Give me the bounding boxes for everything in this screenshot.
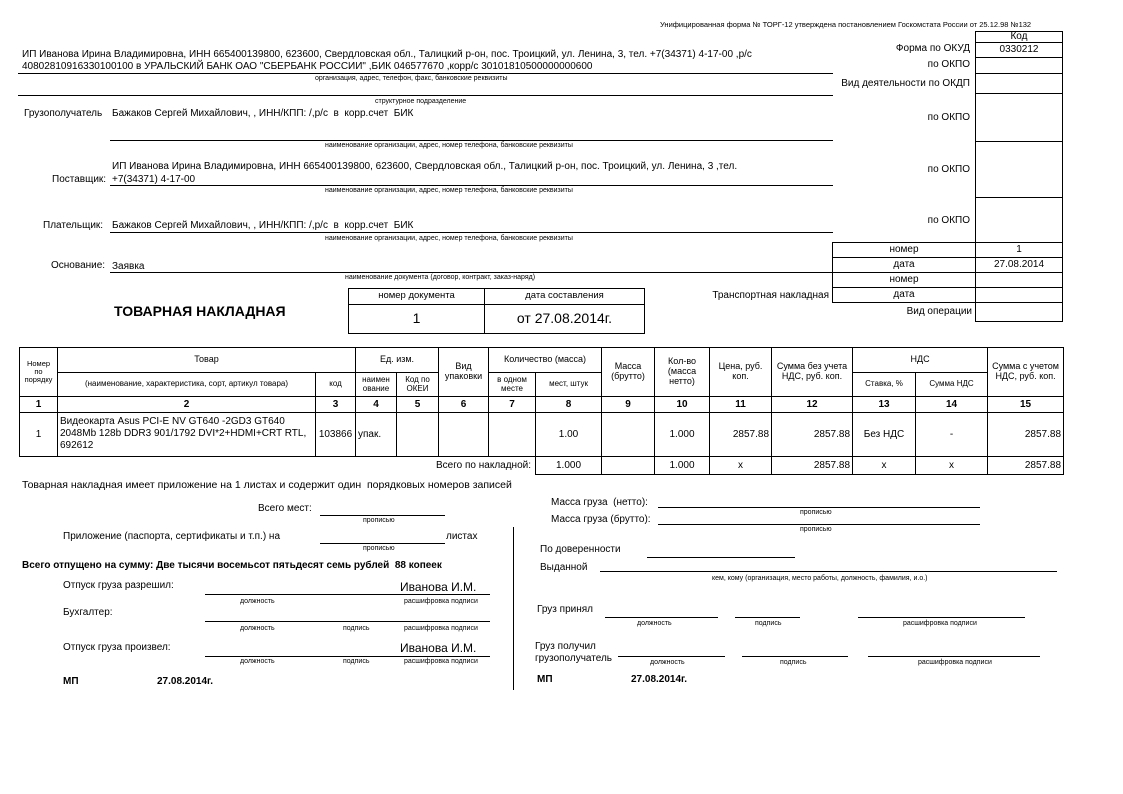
okud-label: Форма по ОКУД	[895, 43, 970, 54]
proxy-underline	[647, 557, 795, 558]
cargo-received-decoding-line	[868, 656, 1040, 657]
col-header-vat: НДС	[853, 348, 988, 373]
supplier-caption: наименование организации, адрес, номер телефона, банковские реквизиты	[325, 187, 573, 194]
row-qty-per-place	[489, 413, 536, 457]
col-header-price: Цена, руб. коп.	[710, 348, 772, 397]
total-released: Всего отпущено на сумму: Две тысячи восемьсот пятьдесят семь рублей 88 копеек	[22, 560, 442, 571]
division-underline	[18, 95, 833, 96]
col-header-vat-rate: Ставка, %	[853, 373, 916, 397]
proxy-label: По доверенности	[540, 544, 621, 555]
row-price: 2857.88	[710, 413, 772, 457]
release-allowed-name: Иванова И.М.	[400, 580, 477, 594]
gross-mass-underline	[658, 524, 980, 525]
basis-date-value: 27.08.2014	[975, 257, 1063, 273]
col-number: 7	[489, 397, 536, 413]
cargo-received-label: Груз получил	[535, 641, 596, 652]
col-header-gross: Масса (брутто)	[602, 348, 655, 397]
col-number: 10	[655, 397, 710, 413]
consignee-caption: наименование организации, адрес, номер телефона, банковские реквизиты	[325, 142, 573, 149]
col-header-goods: Товар	[58, 348, 356, 373]
col-header-vat-sum: Сумма НДС	[916, 373, 988, 397]
supplier-underline	[110, 185, 833, 186]
places-underline	[320, 515, 445, 516]
col-number: 14	[916, 397, 988, 413]
decoding-caption: расшифровка подписи	[404, 658, 478, 665]
col-header-goods-desc: (наименование, характеристика, сорт, артикул товара)	[58, 373, 316, 397]
transport-date-value	[975, 287, 1063, 303]
col-header-sum-with-vat: Сумма с учетом НДС, руб. коп.	[988, 348, 1064, 397]
row-sum-with-vat: 2857.88	[988, 413, 1064, 457]
total-label: Всего по накладной:	[436, 460, 532, 472]
row-number: 1	[20, 413, 58, 457]
col-header-number: Номер по порядку	[20, 348, 58, 397]
cargo-accepted-label: Груз принял	[537, 604, 594, 615]
document-number: 1	[349, 305, 485, 334]
basis-number-label: номер	[832, 242, 976, 258]
basis-label: Основание:	[51, 260, 106, 271]
signature-caption: подпись	[755, 620, 782, 627]
stamp-label-right: МП	[537, 674, 553, 685]
row-gross	[602, 413, 655, 457]
decoding-caption: расшифровка подписи	[404, 598, 478, 605]
total-vat-rate: x	[853, 457, 916, 475]
consignee-label: Грузополучатель	[24, 108, 103, 119]
goods-table	[19, 347, 1064, 475]
issued-label: Выданной	[540, 562, 588, 573]
payer-okpo-value	[975, 197, 1063, 243]
row-goods-name: Видеокарта Asus PCI-E NV GT640 -2GD3 GT640 2048Mb 128b DDR3 901/1792 DVI*2+HDMI+CRT RTL, 692612	[58, 413, 316, 457]
okdp-value	[975, 73, 1063, 94]
cargo-received-label-2: грузополучатель	[535, 653, 613, 664]
total-sum-with-vat: 2857.88	[988, 457, 1064, 475]
appendix-in-words-caption: прописью	[363, 545, 395, 552]
release-allowed-underline	[205, 594, 490, 595]
col-header-goods-code: код	[316, 373, 356, 397]
supplier-line1: ИП Иванова Ирина Владимировна, ИНН 665400139800, 623600, Свердловская обл., Талицкий р-он, пос. Троицкий, ул. Ленина, 3 ,тел.	[112, 161, 738, 172]
footer-divider	[513, 527, 514, 690]
position-caption: должность	[240, 658, 275, 665]
col-number: 9	[602, 397, 655, 413]
col-header-sum-no-vat: Сумма без учета НДС, руб. коп.	[772, 348, 853, 397]
release-made-label: Отпуск груза произвел:	[63, 642, 171, 653]
issued-underline	[600, 571, 1057, 572]
operation-value	[975, 302, 1063, 322]
row-goods-code: 103866	[316, 413, 356, 457]
supplier-line2: +7(34371) 4-17-00	[112, 174, 196, 185]
total-price: x	[710, 457, 772, 475]
consignee-underline	[110, 140, 833, 141]
row-qty-places: 1.00	[536, 413, 602, 457]
okud-value: 0330212	[975, 42, 1063, 58]
appendix-label: Приложение (паспорта, сертификаты и т.п.) на	[63, 531, 281, 542]
row-pack	[439, 413, 489, 457]
operation-label: Вид операции	[906, 306, 972, 317]
col-header-unit: Ед. изм.	[356, 348, 439, 373]
col-number: 5	[397, 397, 439, 413]
accountant-label: Бухгалтер:	[63, 607, 113, 618]
release-made-underline	[205, 656, 490, 657]
basis-date-label: дата	[832, 257, 976, 273]
col-header-qty: Количество (масса)	[489, 348, 602, 373]
consignee-okpo-label: по ОКПО	[927, 112, 970, 123]
places-in-words-caption: прописью	[363, 517, 395, 524]
transport-label: Транспортная накладная	[712, 290, 829, 301]
organization-line2: 40802810916330100100 в УРАЛЬСКИЙ БАНК ОАО "СБЕРБАНК РОССИИ" ,БИК 046577670 ,корр/с 30101810500000000600	[22, 61, 593, 72]
decoding-caption: расшифровка подписи	[404, 625, 478, 632]
release-made-name: Иванова И.М.	[400, 641, 477, 655]
signature-caption: подпись	[780, 659, 807, 666]
release-allowed-label: Отпуск груза разрешил:	[63, 580, 174, 591]
total-row	[20, 457, 1064, 475]
transport-number-value	[975, 272, 1063, 288]
decoding-caption: расшифровка подписи	[918, 659, 992, 666]
document-date-header: дата составления	[485, 289, 645, 305]
col-header-net: Кол-во (масса нетто)	[655, 348, 710, 397]
payer-caption: наименование организации, адрес, номер телефона, банковские реквизиты	[325, 235, 573, 242]
cargo-received-signature-line	[742, 656, 848, 657]
transport-date-label: дата	[832, 287, 976, 303]
gross-mass-in-words-caption: прописью	[800, 526, 832, 533]
row-unit-okei	[397, 413, 439, 457]
places-label: Всего мест:	[258, 503, 312, 514]
appendix-underline	[320, 543, 445, 544]
total-places: 1.000	[536, 457, 602, 475]
row-sum-no-vat: 2857.88	[772, 413, 853, 457]
organization-line1: ИП Иванова Ирина Владимировна, ИНН 665400139800, 623600, Свердловская обл., Талицкий р-он, пос. Троицкий, ул. Ленина, 3, тел. +7(34371) 4-17-00 ,р/с	[22, 49, 752, 60]
col-number: 11	[710, 397, 772, 413]
supplier-okpo-value	[975, 141, 1063, 198]
total-sum-no-vat: 2857.88	[772, 457, 853, 475]
row-unit-name: упак.	[356, 413, 397, 457]
col-header-pack: Вид упаковки	[439, 348, 489, 397]
net-mass-label: Масса груза (нетто):	[551, 497, 648, 508]
col-number: 1	[20, 397, 58, 413]
stamp-label-left: МП	[63, 676, 79, 687]
position-caption: должность	[637, 620, 672, 627]
consignee-value: Бажаков Сергей Михайлович, , ИНН/КПП: /,р/с в корр.счет БИК	[112, 108, 414, 119]
accountant-underline	[205, 621, 490, 622]
organization-underline	[18, 73, 833, 74]
okpo-label: по ОКПО	[927, 59, 970, 70]
col-number: 3	[316, 397, 356, 413]
cargo-accepted-position-line	[605, 617, 718, 618]
attachment-note: Товарная накладная имеет приложение на 1 листах и содержит один порядковых номеров записей	[22, 479, 512, 491]
okdp-label: Вид деятельности по ОКДП	[841, 78, 970, 89]
payer-underline	[110, 232, 833, 233]
supplier-okpo-label: по ОКПО	[927, 164, 970, 175]
sheets-label: листах	[446, 531, 478, 542]
col-number: 2	[58, 397, 316, 413]
col-header-unit-name: наимен ование	[356, 373, 397, 397]
decoding-caption: расшифровка подписи	[903, 620, 977, 627]
form-note: Унифицированная форма № ТОРГ-12 утверждена постановлением Госкомстата России от 25.12.98 №132	[660, 20, 1032, 29]
basis-caption: наименование документа (договор, контракт, заказ-наряд)	[345, 274, 536, 281]
basis-number-value: 1	[975, 242, 1063, 258]
col-header-qty-places: мест, штук	[536, 373, 602, 397]
position-caption: должность	[240, 598, 275, 605]
total-vat-sum: x	[916, 457, 988, 475]
col-number: 4	[356, 397, 397, 413]
net-mass-underline	[658, 507, 980, 508]
code-header: Код	[975, 31, 1063, 43]
signature-caption: подпись	[343, 658, 370, 665]
basis-value: Заявка	[112, 261, 145, 272]
col-number: 15	[988, 397, 1064, 413]
basis-underline	[110, 272, 833, 273]
supplier-label: Поставщик:	[52, 174, 107, 185]
col-number: 13	[853, 397, 916, 413]
payer-value: Бажаков Сергей Михайлович, , ИНН/КПП: /,р/с в корр.счет БИК	[112, 220, 414, 231]
payer-label: Плательщик:	[43, 220, 104, 231]
organization-caption: организация, адрес, телефон, факс, банковские реквизиты	[315, 75, 508, 82]
division-caption: структурное подразделение	[375, 98, 467, 105]
document-number-header: номер документа	[349, 289, 485, 305]
payer-okpo-label: по ОКПО	[927, 215, 970, 226]
col-header-qty-per-place: в одном месте	[489, 373, 536, 397]
row-vat-sum: -	[916, 413, 988, 457]
signature-caption: подпись	[343, 625, 370, 632]
transport-number-label: номер	[832, 272, 976, 288]
cargo-accepted-decoding-line	[858, 617, 1025, 618]
row-vat-rate: Без НДС	[853, 413, 916, 457]
issued-caption: кем, кому (организация, место работы, должность, фамилия, и.о.)	[712, 575, 928, 582]
col-number: 6	[439, 397, 489, 413]
cargo-received-position-line	[618, 656, 725, 657]
position-caption: должность	[650, 659, 685, 666]
okpo-value	[975, 57, 1063, 74]
gross-mass-label: Масса груза (брутто):	[551, 514, 651, 525]
document-number-box	[348, 288, 645, 334]
date-left: 27.08.2014г.	[157, 676, 213, 687]
document-date: от 27.08.2014г.	[485, 305, 645, 334]
net-mass-in-words-caption: прописью	[800, 509, 832, 516]
row-net-qty: 1.000	[655, 413, 710, 457]
consignee-okpo-value	[975, 93, 1063, 142]
document-title: ТОВАРНАЯ НАКЛАДНАЯ	[114, 303, 286, 319]
col-header-unit-okei: Код по ОКЕИ	[397, 373, 439, 397]
cargo-accepted-signature-line	[735, 617, 800, 618]
col-number: 8	[536, 397, 602, 413]
table-row	[20, 413, 1064, 457]
total-net-qty: 1.000	[655, 457, 710, 475]
date-right: 27.08.2014г.	[631, 674, 687, 685]
position-caption: должность	[240, 625, 275, 632]
col-number: 12	[772, 397, 853, 413]
total-gross	[602, 457, 655, 475]
